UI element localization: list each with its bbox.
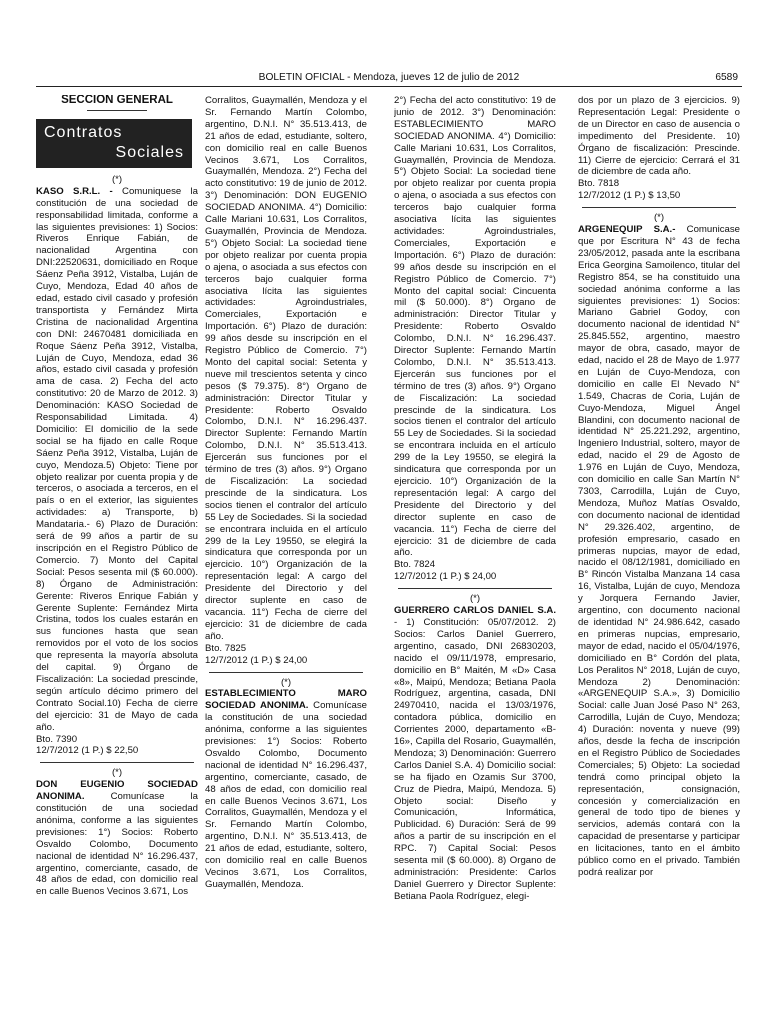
notice-maro-title: ESTABLECIMIENTO MARO SOCIEDAD ANONIMA.: [205, 688, 367, 712]
notice-guerrero-body: - 1) Constitución: 05/07/2012. 2) Socios: Carlos Daniel Guerrero, argentino, casado, DNI 26830203, nacido el 09/11/1978, empresario, domicilio en B° Maitén, M «D» Casa «8», Maipú, Mendoza; Betiana Paola Rodríguez, argentina, casada, DNI 24970410, nacida el 13/03/1976, contadora pública, domicilio en Corrientes 2000, departamento «B-16», Capilla del Rosario, Guaymallén, Mendoza; 3) Denominación: Guerrero Carlos Daniel S.A. 4) Domicilio social: se ha fijado en Ozamis Sur 3700, Cruz de Piedra, Maipú, Mendoza. 5) Objeto social: Diseño y Comunicación, Informática, Publicidad. 6) Duración: Será de 99 años a partir de su inscripción en el RPC. 7) Capital Social: Pesos sesenta mil ($ 60.000). 8) Organo de administración: Presidente: Carlos Daniel Guerrero y Director Suplente: Betiana Paola Rodríguez, elegi-: [394, 616, 556, 902]
separator: [398, 588, 552, 589]
page-header: [36, 72, 742, 87]
column-3: [394, 95, 556, 917]
asterisk-mark: (*): [280, 676, 292, 688]
notice-maro-body: Comunícase la constitución de una sociedad anónima, conforme a las siguientes previsiones: 1°) Socios: Roberto Osvaldo Colombo, Documento nacional de identidad N° 16.296.437, argentino, comerciante, casado, de 48 años de edad, con domicilio real en calle Buenos Vecinos 3.671, Los Corralitos, Guaymallén, Mendoza y el Sr. Fernando Martín Colombo, argentino, D.N.I. N° 35.513.413, de 21 años de edad, estudiante, soltero, con domicilio real en calle Buenos Vecinos 3.671, Los Corralitos, Guaymallén, Mendoza.: [205, 700, 367, 890]
notice-kaso-bto: Bto. 7390: [36, 733, 78, 745]
notice-argenequip-body: Comunicase que por Escritura N° 43 de fecha 23/05/2012, pasada ante la escribana Erica Georgina Samoilenco, titular del Registro 854, se ha constituido una sociedad anónima conforme a las siguientes previsiones: 1) Socios: Mariano Gabriel Godoy, con documento nacional de identidad N° 25.845.552, argentino, maestro mayor de obra, casado, mayor de edad, nacido el 28 de Mayo de 1.977 en Luján de Cuyo-Mendoza, con domicilio en calle El Nevado N° 1.549, Chacras de Coria, Luján de Cuyo-Mendoza, Miguel Ángel Blandini, con documento nacional de identidad N° 25.221.292, argentino, Ingeniero Industrial, soltero, mayor de edad, nacido el 29 de Agosto de 1.976 en Luján de Cuyo, Mendoza, con domicilio en calle San Martín N° 7303, Carrodilla, Luján de Cuyo, Mendoza, Muñoz Matías Osvaldo, con documento nacional de identidad N° 29.326.402, argentino, de profesión empresario, casado en primeras nupcias, mayor de edad, nacido el 08/12/1981, domiciliado en B° Rincón Vistalba Manzana 14 casa 16, Vistalba, Luján de cuyo, Mendoza y Jorquera Fernando Javier, argentino, con documento nacional de identidad N° 24.986.642, casado en primeras nupcias, empresario, mayor de edad, nacido el 05/04/1976, domiciliado en B° Cordón del plata, Los Peralitos N° 2018, Luján de cuyo, Mendoza 2) Denominación: «ARGENEQUIP S.A.», 3) Domicilio Social: calle Juan José Paso N° 263, Carrodilla, Luján de Cuyo, Mendoza; 4) Duración: noventa y nueve (99) años, desde la fecha de inscripción en el Registro Público de Sociedades Comerciales; 5) Objeto: La sociedad tendrá como principal objeto la representación, consignación, concesión y comercialización en general de todo tipo de bienes y servicios, además contará con la capacidad de presentarse y participar en licitaciones, tanto en el ámbito público como en el privado. También podrá realizar por: [578, 224, 740, 878]
notice-eugenio-bto: Bto. 7825: [205, 642, 247, 654]
notice-guerrero: [394, 605, 556, 903]
notice-eugenio: [36, 779, 198, 898]
bulletin-title: BOLETIN OFICIAL - Mendoza, jueves 12 de julio de 2012: [258, 72, 520, 83]
page-number: 6589: [715, 72, 738, 83]
column-1: [36, 95, 198, 917]
section-box-line1: Contratos: [44, 123, 123, 141]
separator: [40, 762, 194, 763]
notice-kaso-body: Comuniquese la constitución de una sociedad de responsabilidad limitada, conforme a las siguientes previsiones: 1) Socios: Riveros Enrique Fabián, de nacionalidad Argentina con DNI:22520631, domiciliado en Roque Sáenz Peña 3912, Vistalba, Luján de Cuyo, Mendoza, Edad 40 años de edad, estado civil casado y profesión transportista y Fernández Mirta Cristina de nacionalidad Argentina con DNI: 24670481 domiciliada en Roque Sáenz Peña 3912, Vistalba, Luján de Cuyo, Mendoza, edad 36 años, estado civil casada y profesión ama de casa. 2) Fecha del acto constitutivo: 20 de Marzo de 2012. 3) Denominación: KASO Sociedad de Responsabilidad Limitada. 4) Domicilio: El domicilio de la sede social se ha fijado en calle Roque Sáenz Peña 3912, Vistalba, Luján de cuyo, Mendoza.5) Objeto: Tiene por objeto realizar por cuenta propia y de terceros, o asociada a terceros, en el país o en el exterior, las siguientes actividades: a) Transporte, b) Mandataria.- 6) Plazo de Duración: será de 99 años a partir de su inscripción en el Registro Público de Comercio. 7) Monto del Capital Social: Pesos sesenta mil ($ 60.000). 8) Órgano de Administración: Gerente: Riveros Enrique Fabián y Gerente Suplente: Fernández Mirta Cristina, todos los cuales estarán en sus funciones hasta que sean removidos por el voto de los socios que representa la mayoría absoluta del capital. 9) Órgano de Fiscalización: La sociedad prescinde, según artículo décimo primero del Contrato Social.10) Fecha de cierre del ejercicio: 31 de Mayo de cada año.: [36, 185, 198, 733]
notice-guerrero-continued: dos por un plazo de 3 ejercicios. 9) Representación Legal: Presidente o de un Director en caso de ausencia o impedimento del Presidente. 10) Órgano de fiscalización: Prescinde. 11) Cierre de ejercicio: Cerrará el 31 de diciembre de cada año.: [578, 95, 740, 178]
column-4: [578, 95, 740, 917]
notice-guerrero-date: 12/7/2012 (1 P.) $ 13,50: [578, 190, 681, 202]
notice-maro: [205, 688, 367, 890]
notice-argenequip: [578, 224, 740, 879]
notice-kaso: [36, 186, 198, 734]
notice-guerrero-title: GUERRERO CARLOS DANIEL S.A.: [394, 605, 556, 617]
asterisk-mark: (*): [111, 173, 123, 185]
notice-kaso-title: KASO S.R.L. -: [36, 185, 113, 197]
notice-maro-date: 12/7/2012 (1 P.) $ 24,00: [394, 571, 497, 583]
separator: [582, 207, 736, 208]
notice-eugenio-continued: Corralitos, Guaymallén, Mendoza y el Sr. Fernando Martín Colombo, argentino, D.N.I. N° 35.513.413, de 21 años de edad, estudiante, soltero, con domicilio real en calle Buenos Vecinos 3.671, Los Corralitos, Guaymallén, Mendoza. 2°) Fecha del acto constitutivo: 19 de junio de 2012. 3°) Denominación: DON EUGENIO SOCIEDAD ANONIMA. 4°) Domicilio: Calle Mariani 10.631, Los Corralitos, Guaymallén, Provincia de Mendoza. 5°) Objeto Social: La sociedad tiene por objeto realizar por cuenta propia o ajena, o asociada a sus efectos con terceros bajo cualquier forma asociativa lícita las siguientes actividades: Agroindustriales, Comerciales, Exportación e Importación. 6°) Plazo de duración: 99 años desde su inscripción en el Registro Público de Comercio. 7°) Monto del capital social: Setenta y nueve mil trescientos setenta y cinco pesos ($ 79.375). 8°) Organo de administración: Director Titular y Presidente: Roberto Osvaldo Colombo, D.N.I. N° 16.296.437. Director Suplente: Fernando Martín Colombo, D.N.I. N° 35.513.413. Ejercerán sus funciones por el término de tres (3) años. 9°) Organo de Fiscalización: La sociedad prescinde de la sindicatura. Los socios tienen el contralor del artículo 55 Ley de Sociedades. Si la sociedad se encontrara incluida en el artículo 299 de la Ley 19550, se elegirá la sindicatura que corresponda por un ejercicio. 10°) Organización de la representación legal: A cargo del Presidente del Directorio y del director suplente en caso de vacancia. 11°) Fecha de cierre del ejercicio: 31 de diciembre de cada año.: [205, 95, 367, 642]
notice-eugenio-body: Comunícase la constitución de una sociedad anónima, conforme a las siguientes previsiones: 1°) Socios: Roberto Osvaldo Colombo, Documento nacional de identidad N° 16.296.437, argentino, comerciante, casado, de 48 años de edad, con domicilio real en calle Buenos Vecinos 3.671, Los: [36, 791, 198, 898]
asterisk-mark: (*): [111, 767, 123, 779]
separator: [209, 672, 363, 673]
notice-maro-continued: 2°) Fecha del acto constitutivo: 19 de junio de 2012. 3°) Denominación: ESTABLECIMIENTO MARO SOCIEDAD ANONIMA. 4°) Domicilio: Calle Mariani 10.631, Los Corralitos, Guaymallén, Provincia de Mendoza. 5°) Objeto Social: La sociedad tiene por objeto realizar por cuenta propia o ajena, o asociada a sus efectos con terceros bajo cualquier forma asociativa lícita las siguientes actividades: Agroindustriales, Comerciales, Exportación e Importación. 6°) Plazo de duración: 99 años desde su inscripción en el Registro Público de Comercio. 7°) Monto del capital social: Cincuenta mil ($ 50.000). 8°) Organo de administración: Director Titular y Presidente: Roberto Osvaldo Colombo, D.N.I. N° 16.296.437. Director Suplente: Fernando Martín Colombo, D.N.I. N° 35.513.413. Ejercerán sus funciones por el término de tres (3) años. 9°) Organo de Fiscalización: La sociedad prescinde de la sindicatura. Los socios tienen el contralor del artículo 55 Ley de Sociedades. Si la sociedad se encontrara incluida en el artículo 299 de la Ley 19550, se elegirá la sindicatura que corresponda por un ejercicio. 10°) Organización de la representación legal: A cargo del Presidente del Directorio y del director suplente en caso de vacancia. 11°) Fecha de cierre del ejercicio: 31 de diciembre de cada año.: [394, 95, 556, 559]
section-box: [36, 119, 192, 168]
notice-eugenio-date: 12/7/2012 (1 P.) $ 24,00: [205, 654, 308, 666]
section-box-line2: Sociales: [115, 143, 184, 161]
column-2: [205, 95, 367, 917]
notice-kaso-date: 12/7/2012 (1 P.) $ 22,50: [36, 745, 139, 757]
asterisk-mark: (*): [653, 212, 665, 224]
notice-maro-bto: Bto. 7824: [394, 559, 436, 571]
notice-eugenio-title: DON EUGENIO SOCIEDAD ANONIMA.: [36, 779, 198, 803]
notice-guerrero-bto: Bto. 7818: [578, 178, 620, 190]
asterisk-mark: (*): [469, 593, 481, 605]
notice-argenequip-title: ARGENEQUIP S.A.-: [578, 224, 676, 236]
section-underline: [87, 110, 147, 111]
section-title: SECCION GENERAL: [61, 95, 173, 106]
